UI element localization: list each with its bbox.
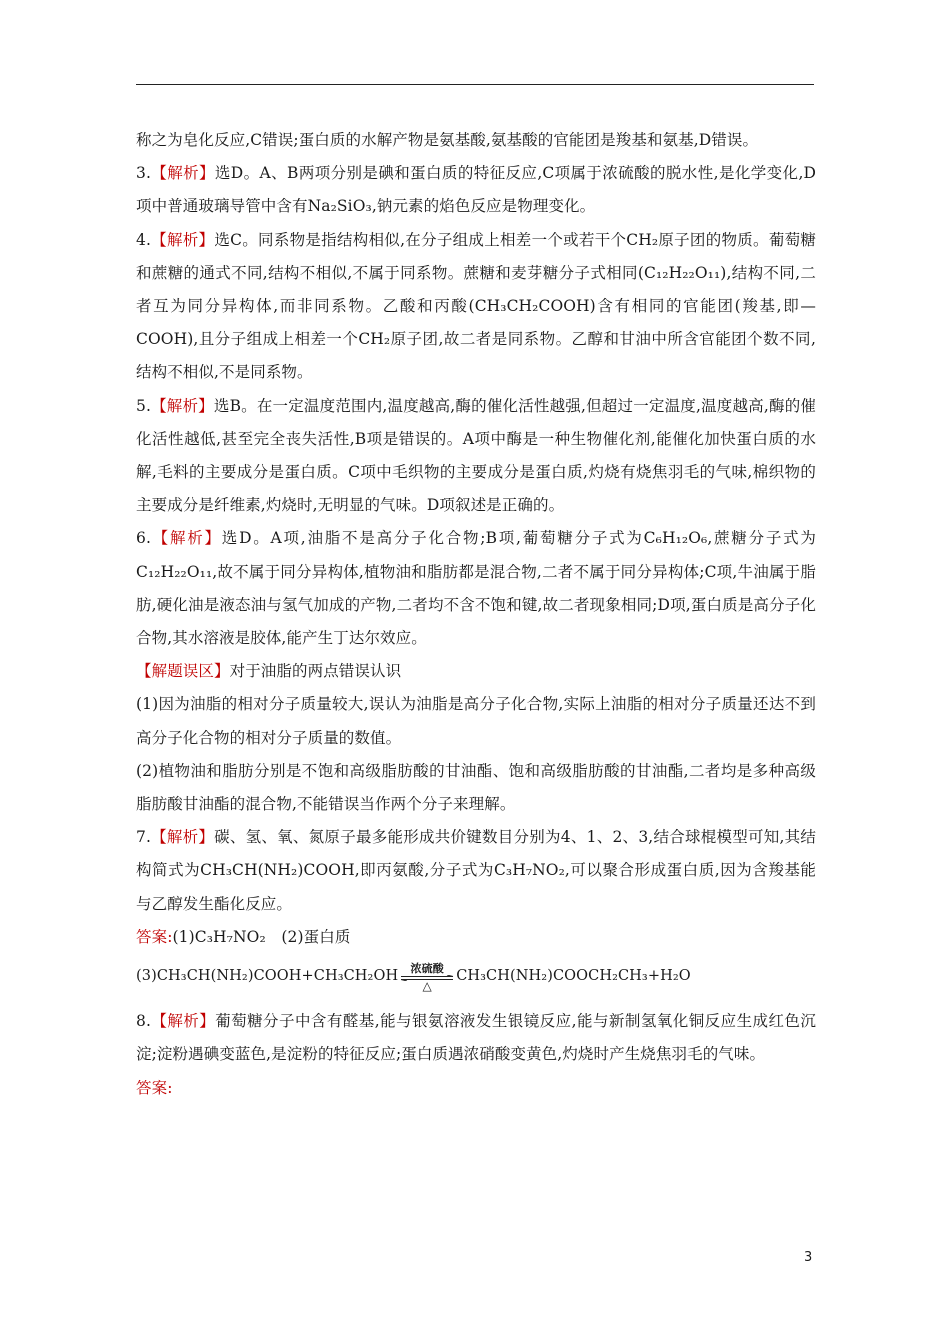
question-7: [136, 821, 816, 921]
question-number: 4.: [136, 230, 151, 249]
question-body: 选B。在一定温度范围内,温度越高,酶的催化活性越强,但超过一定温度,温度越高,酶的催化活性越低,甚至完全丧失活性,B项是错误的。A项中酶是一种生物催化剂,能催化加快蛋白质的水解,毛料的主要成分是蛋白质。C项中毛织物的主要成分是蛋白质,灼烧有烧焦羽毛的气味,棉织物的主要成分是纤维素,灼烧时,无明显的气味。D项叙述是正确的。: [136, 396, 816, 515]
question-body: 选D。A、B两项分别是碘和蛋白质的特征反应,C项属于浓硫酸的脱水性,是化学变化,D项中普通玻璃导管中含有Na₂SiO₃,钠元素的焰色反应是物理变化。: [136, 164, 816, 216]
mistake-point-2: [136, 755, 816, 821]
mistake-text: (2)植物油和脂肪分别是不饱和高级脂肪酸的甘油酯、饱和高级脂肪酸的甘油酯,二者均是多种高级脂肪酸甘油酯的混合物,不能错误当作两个分子来理解。: [136, 761, 816, 814]
mistake-text: (1)因为油脂的相对分子质量较大,误认为油脂是高分子化合物,实际上油脂的相对分子质量还达不到高分子化合物的相对分子质量的数值。: [136, 695, 816, 747]
question-6: [136, 522, 816, 655]
mistake-heading: [136, 655, 816, 688]
page-number: 3: [804, 1250, 813, 1265]
header-rule: [136, 84, 814, 85]
question-number: 6.: [136, 529, 151, 548]
mistake-tag: 【解题误区】: [136, 662, 230, 681]
question-body: 选D。A项,油脂不是高分子化合物;B项,葡萄糖分子式为C₆H₁₂O₆,蔗糖分子式为C₁₂H₂₂O₁₁,故不属于同分异构体,植物油和脂肪都是混合物,二者不属于同分异构体;C项,牛油属于脂肪,硬化油是液态油与氢气加成的产物,二者均不含不饱和键,故二者现象相同;D项,蛋白质是高分子化合物,其水溶液是胶体,能产生丁达尔效应。: [136, 529, 817, 648]
question-5: [136, 390, 816, 523]
arrow-condition-top: 浓硫酸: [410, 962, 444, 976]
analysis-tag: 【解析】: [151, 1012, 216, 1031]
paragraph-continuation: [136, 124, 816, 157]
question-body: 碳、氢、氧、氮原子最多能形成共价键数目分别为4、1、2、3,结合球棍模型可知,其结构简式为CH₃CH(NH₂)COOH,即丙氨酸,分子式为C₃H₇NO₂,可以聚合形成蛋白质,因为含羧基能与乙醇发生酯化反应。: [136, 828, 817, 913]
question-number: 5.: [136, 396, 151, 415]
paragraph-text: 称之为皂化反应,C错误;蛋白质的水解产物是氨基酸,氨基酸的官能团是羧基和氨基,D错误。: [136, 131, 759, 149]
question-body: 葡萄糖分子中含有醛基,能与银氨溶液发生银镜反应,能与新制氢氧化铜反应生成红色沉淀;淀粉遇碘变蓝色,是淀粉的特征反应;蛋白质遇浓硝酸变黄色,灼烧时产生烧焦羽毛的气味。: [136, 1012, 816, 1064]
equation-products: CH₃CH(NH₂)COOCH₂CH₃+H₂O: [456, 968, 691, 985]
question-number: 3.: [136, 164, 151, 183]
question-3: [136, 157, 816, 223]
analysis-tag: 【解析】: [151, 164, 215, 183]
document-body: [136, 124, 816, 1105]
reaction-equation: [136, 960, 816, 993]
answer-text: (1)C₃H₇NO₂ (2)蛋白质: [172, 927, 351, 946]
question-number: 7.: [136, 828, 151, 847]
analysis-tag: 【解析】: [151, 396, 214, 415]
answer-label: 答案:: [136, 1078, 173, 1097]
answer-7: [136, 921, 816, 954]
question-body: 选C。同系物是指结构相似,在分子组成上相差一个或若干个CH₂原子团的物质。葡萄糖和蔗糖的通式不同,结构不相似,不属于同系物。蔗糖和麦芽糖分子式相同(C₁₂H₂₂O₁₁),结构不同,二者互为同分异构体,而非同系物。乙酸和丙酸(CH₃CH₂COOH)含有相同的官能团(羧基,即—COOH),且分子组成上相差一个CH₂原子团,故二者是同系物。乙醇和甘油中所含官能团个数不同,结构不相似,不是同系物。: [136, 230, 816, 382]
arrow-condition-bottom: △: [422, 979, 432, 994]
reversible-arrow: [399, 963, 455, 993]
answer-8: [136, 1072, 816, 1105]
question-4: [136, 224, 816, 390]
analysis-tag: 【解析】: [151, 828, 215, 847]
mistake-point-1: [136, 688, 816, 754]
question-8: [136, 1005, 816, 1071]
answer-label: 答案:: [136, 927, 173, 946]
analysis-tag: 【解析】: [151, 529, 222, 548]
mistake-title: 对于油脂的两点错误认识: [229, 662, 402, 681]
analysis-tag: 【解析】: [151, 230, 215, 249]
question-number: 8.: [136, 1012, 151, 1031]
equation-reactants: (3)CH₃CH(NH₂)COOH+CH₃CH₂OH: [136, 968, 399, 985]
